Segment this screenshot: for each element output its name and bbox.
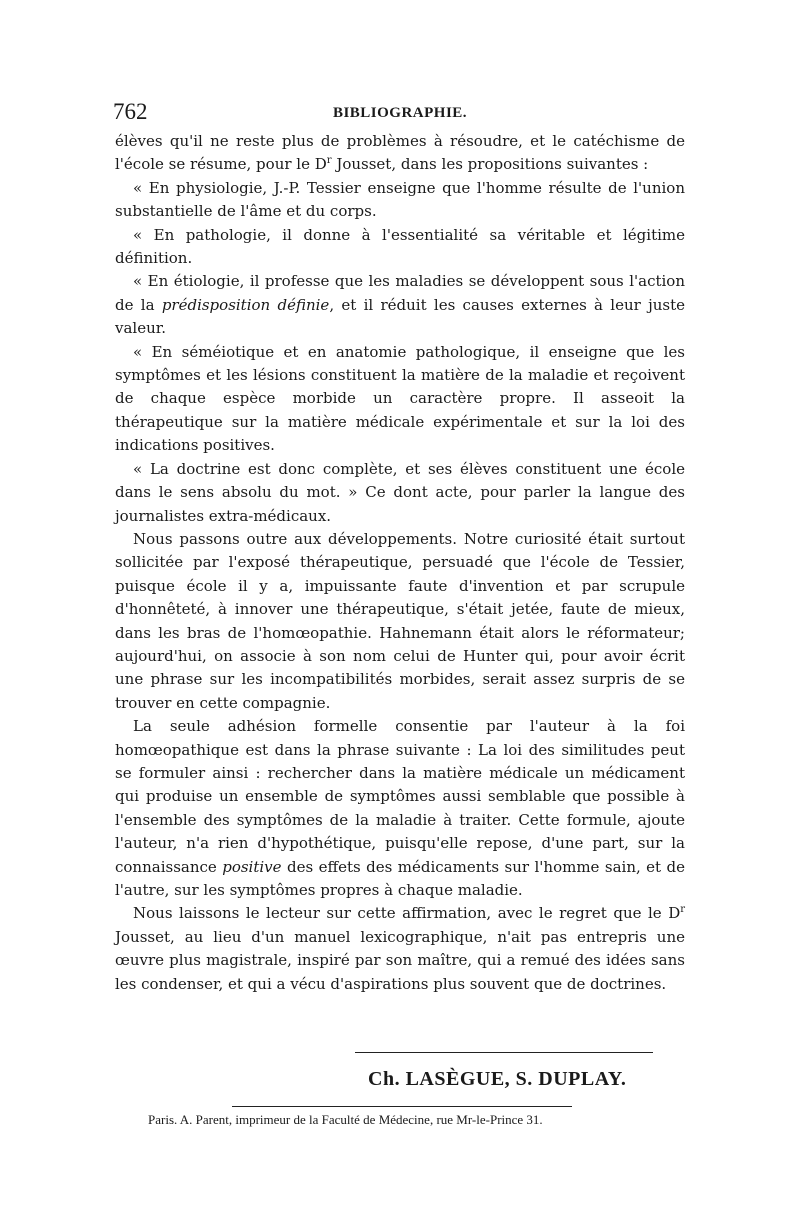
paragraph	[115, 341, 685, 458]
paragraph	[115, 528, 685, 715]
text-segment: « En physiologie, J.-P. Tessier enseigne que l'homme résulte de l'union substantielle de l'âme et du corps.	[115, 178, 685, 221]
superscript-text: r	[326, 155, 332, 167]
paragraph	[115, 177, 685, 224]
text-segment: La seule adhésion formelle consentie par l'auteur à la foi homœopathique est dans la phrase suivante : La loi des similitudes peut se formuler ainsi : rechercher dans la matière médicale un médicament qui produise un ensemble de symptômes aussi semblable que possible à l'ensemble des symptômes de la maladie à traiter. Cette formule, ajoute l'auteur, n'a rien d'hypothétique, puisqu'elle repose, d'une part, sur la connaissance	[115, 717, 685, 876]
text-segment: Nous laissons le lecteur sur cette affirmation, avec le regret que le D	[133, 904, 681, 923]
paragraph	[115, 902, 685, 996]
emphasized-text: prédisposition définie	[161, 295, 330, 314]
text-segment: Jousset, au lieu d'un manuel lexicographique, n'ait pas entrepris une œuvre plus magistrale, inspiré par son maître, qui a remué des idées sans les condenser, et qui a vécu d'aspirations plus souvent que de doctrines.	[115, 927, 685, 993]
text-segment: des effets des médicaments sur l'homme sain, et de l'autre, sur les symptômes propres à chaque maladie.	[115, 857, 685, 899]
author-signature: Ch. LASÈGUE, S. DUPLAY.	[368, 1068, 627, 1090]
text-segment: « En séméiotique et en anatomie pathologique, il enseigne que les symptômes et les lésions constituent la matière de la maladie et reçoivent de chaque espèce morbide un caractère propre. Il asseoit la thérapeutique sur la matière médicale expérimentale et sur la loi des indications positives.	[115, 342, 685, 455]
body-text	[115, 130, 685, 996]
running-head	[113, 100, 687, 124]
paragraph	[115, 458, 685, 528]
printer-imprint: Paris. A. Parent, imprimeur de la Faculté de Médecine, rue Mr-le-Prince 31.	[148, 1112, 543, 1127]
signature-divider	[355, 1052, 653, 1053]
paragraph	[115, 224, 685, 271]
imprint-rule	[232, 1106, 572, 1107]
page-number: 762	[113, 99, 148, 124]
text-segment: « La doctrine est donc complète, et ses élèves constituent une école dans le sens absolu du mot. » Ce dont acte, pour parler la langue des journalistes extra-médicaux.	[115, 459, 685, 525]
text-segment: Jousset, dans les propositions suivantes :	[331, 155, 649, 174]
text-segment: « En étiologie, il professe que les maladies se développent sous l'action de la	[115, 272, 685, 314]
text-segment: « En pathologie, il donne à l'essentialité sa véritable et légitime définition.	[115, 225, 685, 268]
paragraph	[115, 715, 685, 902]
running-title: BIBLIOGRAPHIE.	[332, 105, 468, 121]
paragraph	[115, 130, 685, 177]
superscript-text: r	[680, 904, 685, 916]
text-segment: , et il réduit les causes externes à leur juste valeur.	[115, 295, 686, 338]
text-segment: Nous passons outre aux développements. Notre curiosité était surtout sollicitée par l'exposé thérapeutique, persuadé que l'école de Tessier, puisque école il y a, impuissante faute d'invention et par scrupule d'honnêteté, à innover une thérapeutique, s'était jetée, faute de mieux, dans les bras de l'homœopathie. Hahnemann était alors le réformateur; aujourd'hui, on associe à son nom celui de Hunter qui, pour avoir écrit une phrase sur les incompatibilités morbides, serait assez surpris de se trouver en cette compagnie.	[115, 529, 685, 712]
paragraph	[115, 270, 685, 340]
emphasized-text: positive	[222, 857, 282, 876]
text-segment: élèves qu'il ne reste plus de problèmes à résoudre, et le catéchisme de l'école se résume, pour le D	[115, 132, 685, 174]
